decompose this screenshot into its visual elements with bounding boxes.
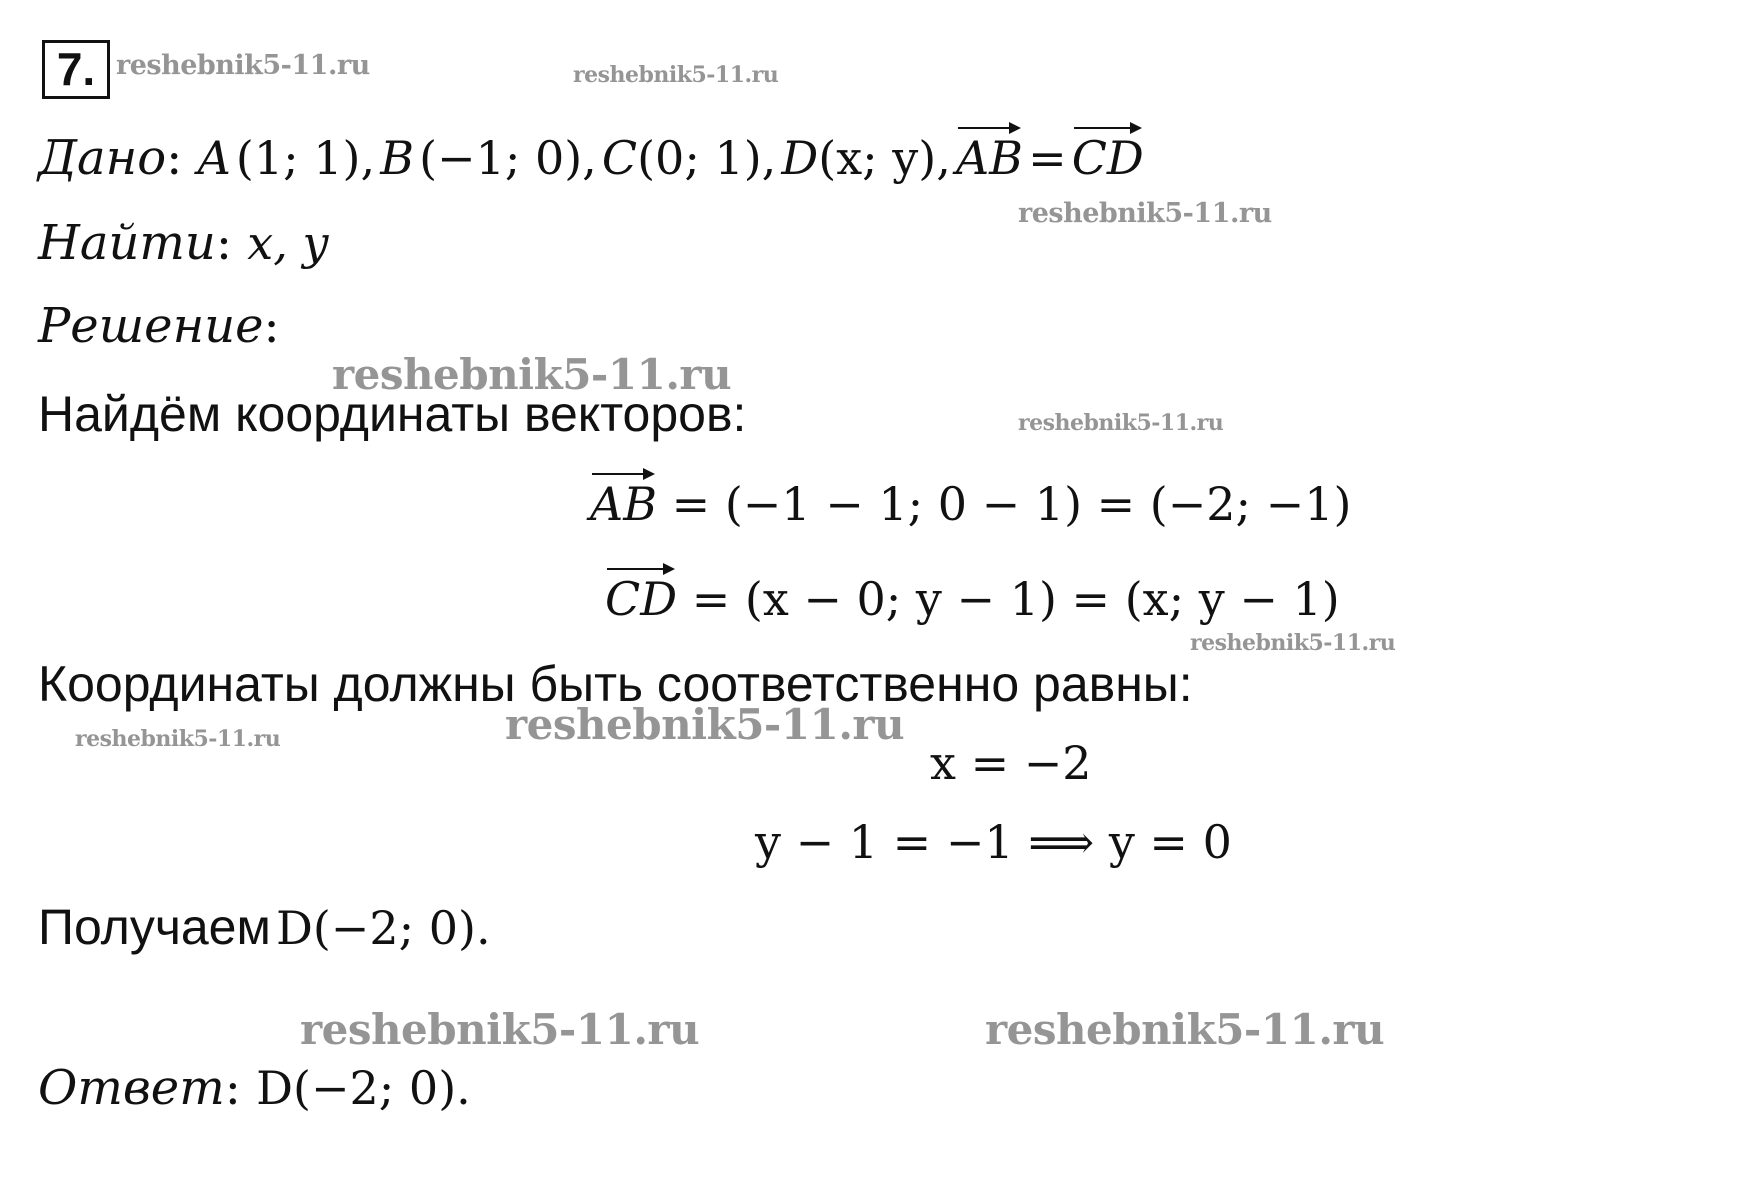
equals-sign: = <box>1028 131 1067 185</box>
watermark: reshebnik5-11.ru <box>75 726 281 752</box>
watermark: reshebnik5-11.ru <box>573 62 779 88</box>
watermark: reshebnik5-11.ru <box>505 700 905 749</box>
watermark: reshebnik5-11.ru <box>116 50 370 81</box>
find-value: x, y <box>247 216 329 270</box>
vector-cd-expression: = (x − 0; y − 1) = (x; y − 1) <box>691 572 1340 626</box>
result-text: Получаем <box>38 899 271 955</box>
solution-label: Решение <box>38 298 264 354</box>
point-b: (−1; 0), <box>419 131 597 185</box>
point-a: (1; 1), <box>235 131 376 185</box>
vector-cd: CD <box>1071 131 1144 185</box>
watermark: reshebnik5-11.ru <box>985 1005 1385 1054</box>
vector-ab: AB <box>955 131 1023 185</box>
point-d: (x; y), <box>818 131 951 185</box>
point-b-name: B <box>380 131 414 185</box>
step2-text: Координаты должны быть соответственно равны: <box>38 656 1193 712</box>
problem-number: 7. <box>42 40 110 99</box>
watermark: reshebnik5-11.ru <box>1018 198 1272 229</box>
point-d-name: D <box>781 131 819 185</box>
point-c: (0; 1), <box>637 131 777 185</box>
given-label: Дано <box>38 130 167 186</box>
result-value: D(−2; 0). <box>275 901 491 955</box>
answer-value: D(−2; 0). <box>256 1061 471 1115</box>
vector-cd-equation <box>605 572 1340 626</box>
watermark: reshebnik5-11.ru <box>1018 410 1224 436</box>
answer-label: Ответ <box>38 1060 225 1116</box>
answer-line: Ответ: D(−2; 0). <box>38 1060 471 1116</box>
solution-line: Решение: <box>38 298 280 354</box>
point-a-name: A <box>197 131 231 185</box>
step1-text: Найдём координаты векторов: <box>38 386 747 442</box>
given-line: Дано: A (1; 1), B (−1; 0), C(0; 1), D(x; y), AB = CD <box>38 130 1144 186</box>
equation-x: x = −2 <box>930 736 1092 790</box>
find-line: Найти: x, y <box>38 215 329 271</box>
vector-ab-equation <box>590 477 1351 531</box>
find-label: Найти <box>38 215 216 271</box>
watermark: reshebnik5-11.ru <box>1190 630 1396 656</box>
equation-y: y − 1 = −1 ⟹ y = 0 <box>755 815 1232 869</box>
point-c-name: C <box>601 131 638 185</box>
watermark: reshebnik5-11.ru <box>300 1005 700 1054</box>
vector-ab-expression: = (−1 − 1; 0 − 1) = (−2; −1) <box>671 477 1352 531</box>
vector-ab-name: AB <box>590 477 658 531</box>
result-line <box>38 898 491 956</box>
watermark: reshebnik5-11.ru <box>332 350 732 399</box>
vector-cd-name: CD <box>605 572 678 626</box>
